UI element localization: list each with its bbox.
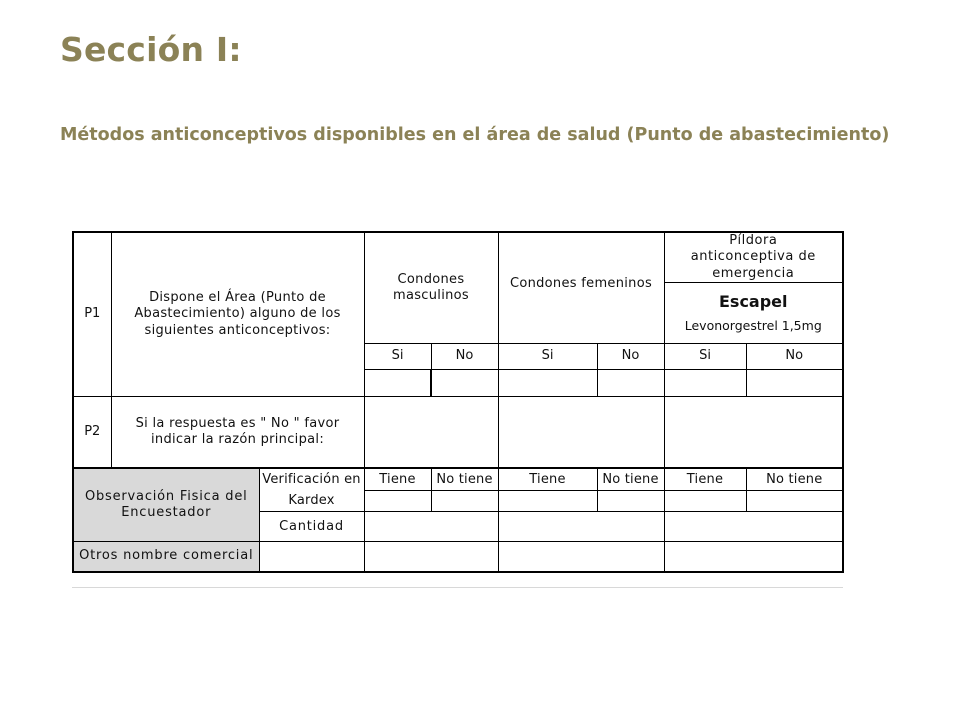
observacion-fisica-label [73, 468, 259, 542]
p1-masc-si-label: Si [364, 343, 431, 369]
verificacion-kardex-label [259, 468, 364, 512]
masc-tiene-label: Tiene [364, 468, 431, 490]
pild-no-tiene-answer[interactable] [746, 491, 843, 512]
p1-pild-no-answer[interactable] [746, 369, 843, 396]
col-condones-masculinos [364, 232, 498, 343]
p1-masc-si-answer[interactable] [364, 369, 431, 396]
fem-tiene-label: Tiene [498, 468, 597, 490]
p2-masc-answer[interactable] [364, 396, 498, 468]
p2-pild-answer[interactable] [664, 396, 843, 468]
p1-pild-no-label: No [746, 343, 843, 369]
p1-question-text: Dispone el Área (Punto de Abastecimiento) alguno de los siguientes anticonceptivos: [134, 290, 341, 338]
p1-code: P1 [73, 232, 111, 396]
fem-cantidad-answer[interactable] [498, 512, 664, 542]
otros-nombre-comercial-label: Otros nombre comercial [73, 542, 259, 572]
p1-masc-no-answer[interactable] [431, 369, 498, 396]
p1-fem-si-label: Si [498, 343, 597, 369]
masc-cantidad-answer[interactable] [364, 512, 498, 542]
survey-form-table [72, 231, 844, 573]
pild-tiene-label: Tiene [664, 468, 746, 490]
observacion-label-text: Observación Fisica del Encuestador [84, 489, 248, 521]
p1-question [111, 232, 364, 396]
p1-fem-no-label: No [597, 343, 664, 369]
pild-cantidad-answer[interactable] [664, 512, 843, 542]
p2-question-text: Si la respuesta es " No " favor indicar la razón principal: [135, 415, 340, 447]
col-condones-femeninos [498, 232, 664, 343]
pild-no-tiene-label: No tiene [746, 468, 843, 490]
col-pildora-label: Píldora anticonceptiva de emergencia [690, 233, 816, 281]
p1-pild-si-answer[interactable] [664, 369, 746, 396]
fem-otros-answer[interactable] [498, 542, 664, 572]
verificacion-kardex-text: Verificación en Kardex [262, 472, 361, 509]
fem-no-tiene-answer[interactable] [597, 491, 664, 512]
p1-fem-no-answer[interactable] [597, 369, 664, 396]
page-title: Sección I: [60, 30, 242, 69]
fem-tiene-answer[interactable] [498, 491, 597, 512]
col-pildora-emergencia [664, 232, 843, 282]
col-condones-masculinos-label: Condones masculinos [393, 271, 469, 303]
pild-tiene-answer[interactable] [664, 491, 746, 512]
brand-name: Escapel [718, 291, 788, 311]
bottom-divider [72, 587, 843, 588]
p2-code: P2 [73, 396, 111, 468]
generic-name: Levonorgestrel 1,5mg [684, 317, 822, 333]
masc-no-tiene-answer[interactable] [431, 491, 498, 512]
col-brand-cell [664, 282, 843, 343]
p1-pild-si-label: Si [664, 343, 746, 369]
masc-tiene-answer[interactable] [364, 491, 431, 512]
pild-otros-answer[interactable] [664, 542, 843, 572]
masc-otros-answer[interactable] [364, 542, 498, 572]
section-subtitle: Métodos anticonceptivos disponibles en el área de salud (Punto de abastecimiento) [60, 125, 890, 145]
p1-masc-no-label: No [431, 343, 498, 369]
masc-no-tiene-label: No tiene [431, 468, 498, 490]
fem-no-tiene-label: No tiene [597, 468, 664, 490]
cantidad-label: Cantidad [259, 512, 364, 542]
otros-blank-cell[interactable] [259, 542, 364, 572]
p2-fem-answer[interactable] [498, 396, 664, 468]
p2-question [111, 396, 364, 468]
col-condones-femeninos-label: Condones femeninos [509, 275, 653, 291]
p1-fem-si-answer[interactable] [498, 369, 597, 396]
